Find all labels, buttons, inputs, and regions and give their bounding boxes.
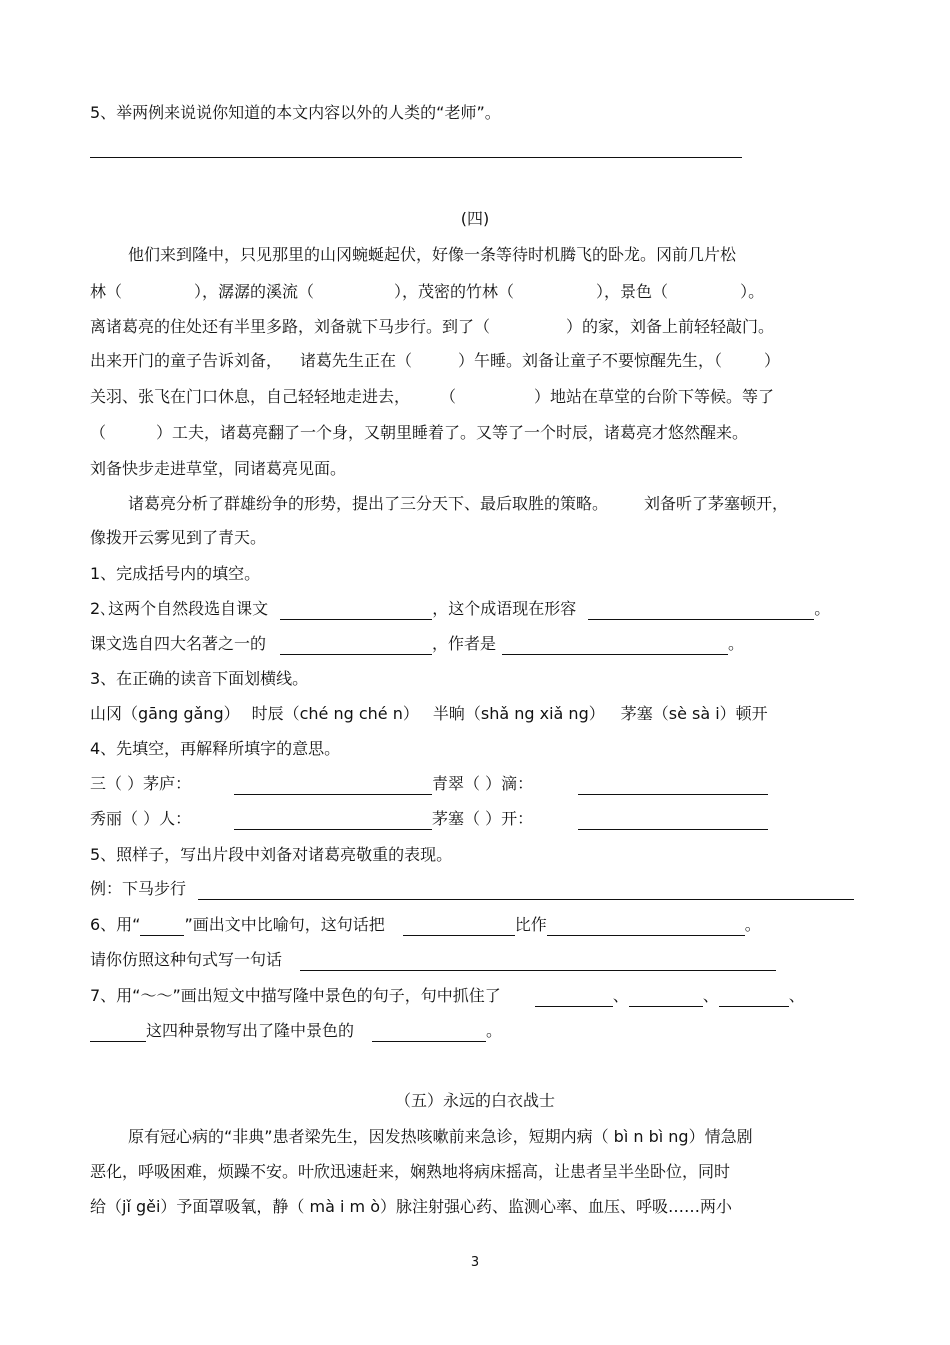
pinyin-choice[interactable]: 时辰（ché ng ché n） bbox=[251, 704, 419, 723]
pinyin-choice[interactable]: 半晌（shǎ ng xiǎ ng） bbox=[432, 704, 605, 723]
paragraph-line: 出来开门的童子告诉刘备， 诸葛先生正在（ ）午睡。刘备让童子不要惊醒先生，（ ） bbox=[90, 351, 781, 370]
answer-line[interactable] bbox=[90, 157, 742, 158]
blank-field[interactable] bbox=[300, 952, 776, 971]
blank-field[interactable] bbox=[372, 1023, 486, 1042]
paragraph-line: 诸葛亮分析了群雄纷争的形势，提出了三分天下、最后取胜的策略。 刘备听了茅塞顿开， bbox=[128, 494, 789, 513]
pinyin-choice[interactable]: 茅塞（sè sà i）顿开 bbox=[620, 704, 768, 723]
question-2-cont: 课文选自四大名著之一的 ，作者是 。 bbox=[90, 634, 745, 653]
paragraph-line: 林（ ），潺潺的溪流（ ），茂密的竹林（ ），景色（ ）。 bbox=[90, 282, 765, 301]
paragraph-line: 他们来到隆中，只见那里的山冈蜿蜒起伏，好像一条等待时机腾飞的卧龙。冈前几片松 bbox=[128, 245, 737, 264]
question-5-example: 例：下马步行 bbox=[90, 878, 854, 900]
blank-field[interactable] bbox=[140, 917, 184, 936]
paragraph-line: 恶化，呼吸困难，烦躁不安。叶欣迅速赶来，娴熟地将病床摇高，让患者呈半坐卧位，同时 bbox=[90, 1162, 731, 1181]
blank-field[interactable] bbox=[578, 776, 768, 795]
paragraph-line: 刘备快步走进草堂，同诸葛亮见面。 bbox=[90, 459, 347, 478]
paragraph-line: 给（jǐ gěi）予面罩吸氧，静（ mà i m ò）脉注射强心药、监测心率、血压、呼吸……两小 bbox=[90, 1197, 732, 1216]
pinyin-choice[interactable]: 山冈（gāng gǎng） bbox=[90, 704, 240, 723]
paragraph-line: 离诸葛亮的住处还有半里多路，刘备就下马步行。到了（ ）的家，刘备上前轻轻敲门。 bbox=[90, 317, 775, 336]
q4-row: 秀丽（ ）人： 茅塞（ ）开： bbox=[90, 808, 768, 830]
question-4: 4、先填空，再解释所填字的意思。 bbox=[90, 739, 341, 758]
question-6-imitate: 请你仿照这种句式写一句话 bbox=[90, 949, 776, 971]
blank-field[interactable] bbox=[234, 811, 432, 830]
blank-field[interactable] bbox=[547, 917, 745, 936]
blank-field[interactable] bbox=[535, 988, 613, 1007]
question-1: 1、完成括号内的填空。 bbox=[90, 564, 261, 583]
question-7: 7、用“～～”画出短文中描写隆中景色的句子，句中抓住了 、 、 、 bbox=[90, 986, 805, 1005]
blank-field[interactable] bbox=[578, 811, 768, 830]
blank-field[interactable] bbox=[198, 881, 854, 900]
blank-field[interactable] bbox=[280, 601, 432, 620]
question-7-cont: 这四种景物写出了隆中景色的 。 bbox=[90, 1020, 502, 1042]
question-6: 6、用“ ”画出文中比喻句，这句话把 比作 。 bbox=[90, 915, 761, 934]
question-3: 3、在正确的读音下面划横线。 bbox=[90, 669, 309, 688]
question-2: 2､这两个自然段选自课文 ，这个成语现在形容 。 bbox=[90, 599, 831, 618]
question-5-prev: 5、举两例来说说你知道的本文内容以外的人类的“老师”。 bbox=[90, 103, 501, 122]
blank-field[interactable] bbox=[502, 636, 728, 655]
blank-field[interactable] bbox=[280, 636, 432, 655]
blank-field[interactable] bbox=[588, 601, 814, 620]
paragraph-line: （ ）工夫，诸葛亮翻了一个身，又朝里睡着了。又等了一个时辰，诸葛亮才悠然醒来。 bbox=[90, 423, 749, 442]
blank-field[interactable] bbox=[403, 917, 515, 936]
q4-row: 三（ ）茅庐： 青翠（ ）滴： bbox=[90, 773, 768, 795]
section-5-title: （五）永远的白衣战士 bbox=[394, 1091, 555, 1110]
paragraph-line: 关羽、张飞在门口休息，自己轻轻地走进去， （ ）地站在草堂的台阶下等候。等了 bbox=[90, 387, 775, 406]
pinyin-options bbox=[90, 703, 768, 725]
page-number: 3 bbox=[470, 1255, 480, 1270]
section-4-title: (四) bbox=[460, 209, 490, 228]
blank-field[interactable] bbox=[629, 988, 703, 1007]
paragraph-line: 原有冠心病的“非典”患者梁先生，因发热咳嗽前来急诊，短期内病（ bì n bì ng）情急剧 bbox=[128, 1127, 753, 1146]
blank-field[interactable] bbox=[719, 988, 789, 1007]
blank-field[interactable] bbox=[234, 776, 432, 795]
blank-field[interactable] bbox=[90, 1023, 146, 1042]
question-5: 5、照样子，写出片段中刘备对诸葛亮敬重的表现。 bbox=[90, 845, 453, 864]
paragraph-line: 像拨开云雾见到了青天。 bbox=[90, 528, 267, 547]
